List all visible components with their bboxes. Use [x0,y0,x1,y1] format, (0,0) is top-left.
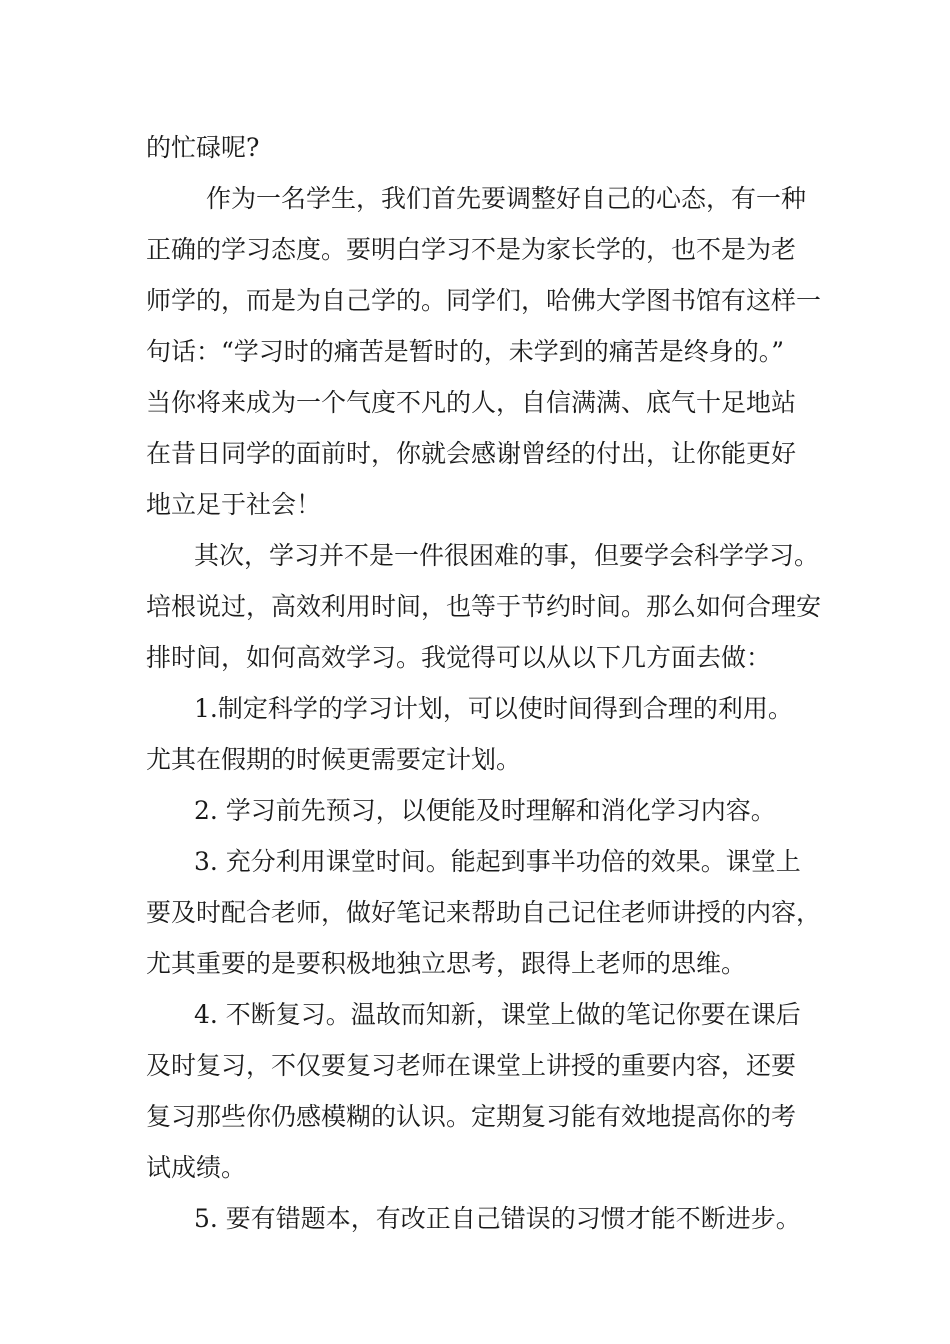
text-line: 培根说过，高效利用时间，也等于节约时间。那么如何合理安 [146,592,822,621]
text-line: 正确的学习态度。要明白学习不是为家长学的，也不是为老 [146,235,797,264]
list-item-4: 4. 不断复习。温故而知新，课堂上做的笔记你要在课后 [194,1000,801,1029]
text-line: 试成绩。 [146,1153,247,1182]
list-item-5: 5. 要有错题本，有改正自己错误的习惯才能不断进步。 [194,1204,801,1233]
text-line: 复习那些你仍感模糊的认识。定期复习能有效地提高你的考 [146,1102,797,1131]
paragraph-first-line: 其次，学习并不是一件很困难的事，但要学会科学学习。 [194,541,820,570]
list-item-2: 2. 学习前先预习，以便能及时理解和消化学习内容。 [194,796,776,825]
text-line: 地立足于社会！ [146,490,322,519]
list-item-1: 1.制定科学的学习计划，可以使时间得到合理的利用。 [194,694,793,723]
text-line: 要及时配合老师，做好笔记来帮助自己记住老师讲授的内容， [146,898,822,927]
paragraph-first-line: 作为一名学生，我们首先要调整好自己的心态，有一种 [206,184,807,213]
text-line: 排时间，如何高效学习。我觉得可以从以下几方面去做： [146,643,772,672]
text-line: 句话：“学习时的痛苦是暂时的，未学到的痛苦是终身的。” [146,337,785,366]
text-line: 的忙碌呢? [146,133,260,162]
text-line: 尤其重要的是要积极地独立思考，跟得上老师的思维。 [146,949,747,978]
text-line: 师学的，而是为自己学的。同学们，哈佛大学图书馆有这样一 [146,286,822,315]
text-line: 当你将来成为一个气度不凡的人，自信满满、底气十足地站 [146,388,797,417]
text-line: 尤其在假期的时候更需要定计划。 [146,745,522,774]
text-line: 在昔日同学的面前时，你就会感谢曾经的付出，让你能更好 [146,439,797,468]
text-line: 及时复习，不仅要复习老师在课堂上讲授的重要内容，还要 [146,1051,797,1080]
list-item-3: 3. 充分利用课堂时间。能起到事半功倍的效果。课堂上 [194,847,801,876]
